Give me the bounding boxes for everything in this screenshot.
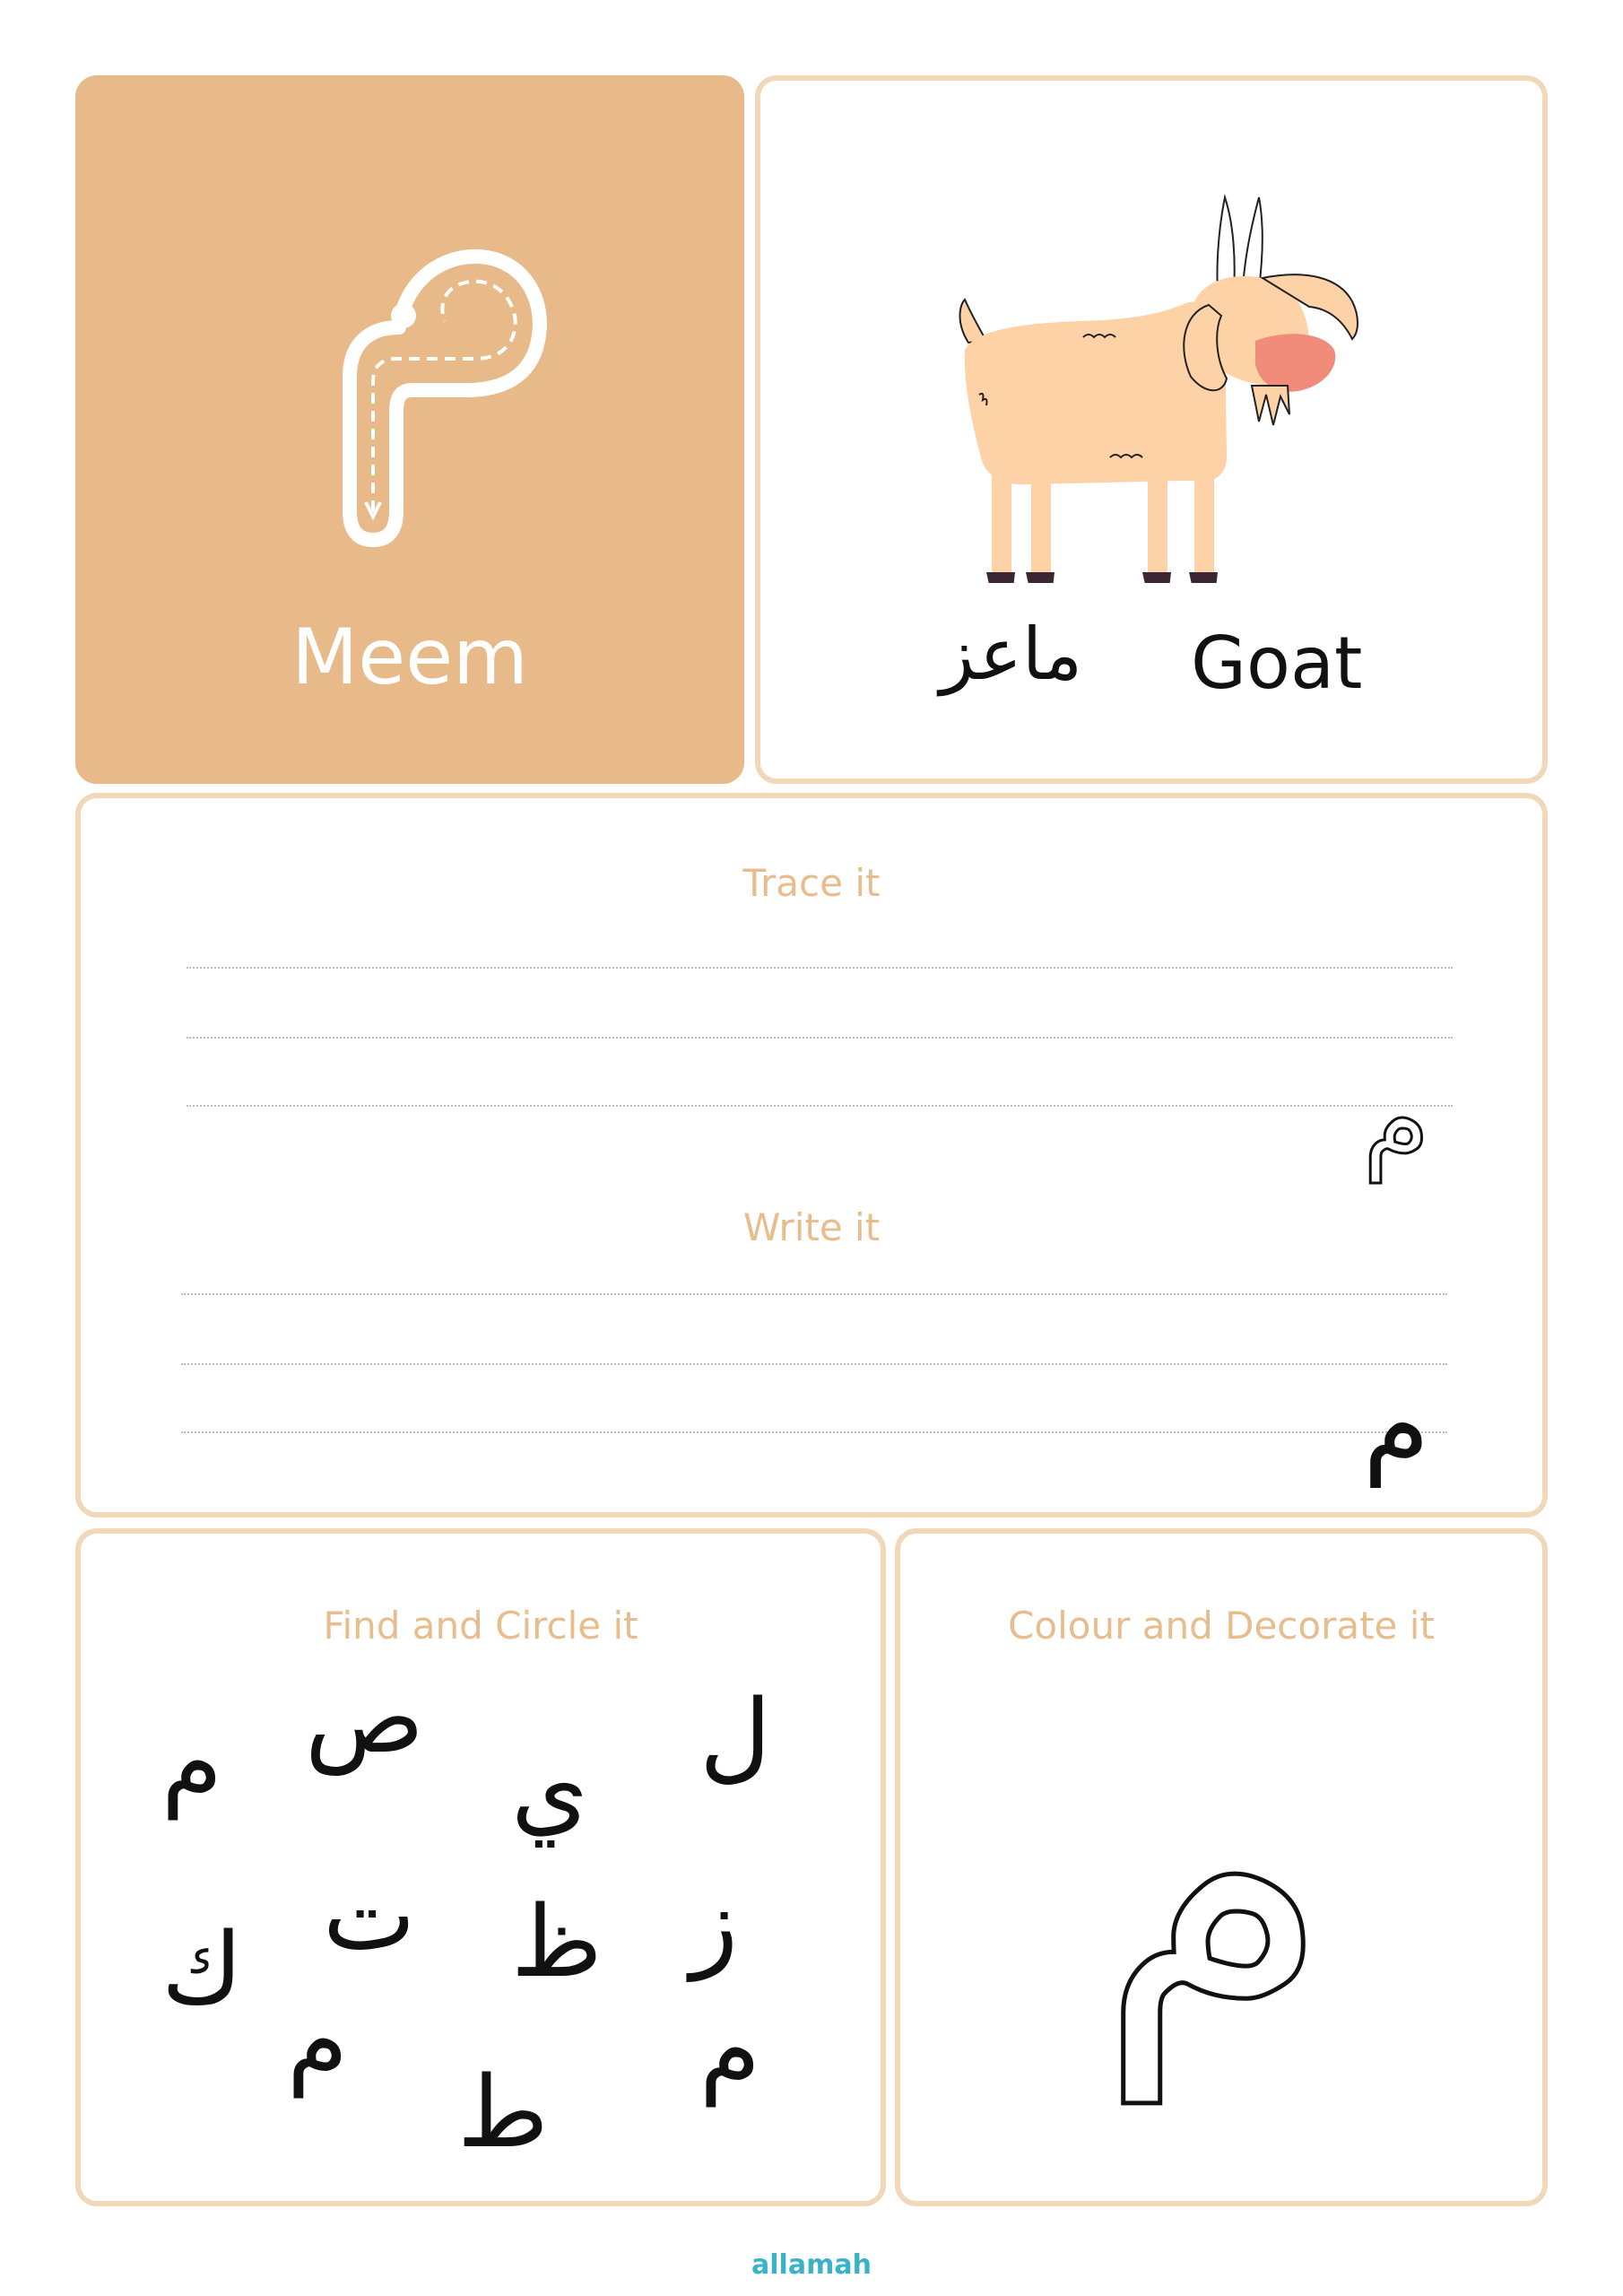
trace-line <box>187 967 1453 969</box>
colour-card <box>895 1528 1548 2206</box>
find-letter[interactable]: م <box>161 1705 223 1820</box>
word-card <box>755 75 1548 784</box>
letter-card <box>75 75 744 784</box>
find-heading: Find and Circle it <box>323 1604 638 1648</box>
goat-icon <box>760 81 1553 583</box>
brand-logo: allamah <box>751 2249 872 2281</box>
find-letter[interactable]: ك <box>161 1911 243 2026</box>
find-letter[interactable]: ص <box>305 1660 424 1775</box>
english-word: Goat <box>1191 622 1363 705</box>
find-letter[interactable]: م <box>699 1992 761 2107</box>
find-letter[interactable]: ت <box>323 1857 416 1972</box>
write-heading: Write it <box>742 1205 881 1249</box>
find-letter[interactable]: م <box>287 1983 349 2098</box>
find-letter[interactable]: ي <box>511 1732 589 1847</box>
find-letter[interactable]: ز <box>690 1866 739 1981</box>
trace-line <box>187 1105 1453 1107</box>
trace-letter: م <box>1363 1058 1430 1183</box>
trace-line <box>187 1037 1453 1039</box>
arabic-word: ماعز <box>940 613 1083 696</box>
find-letter[interactable]: ظ <box>511 1884 603 1999</box>
write-line <box>181 1293 1447 1295</box>
trace-heading: Trace it <box>742 861 881 905</box>
colour-heading: Colour and Decorate it <box>1008 1604 1435 1648</box>
write-line <box>181 1363 1447 1365</box>
find-letter[interactable]: ط <box>457 2055 549 2170</box>
find-card <box>75 1528 886 2206</box>
letter-name: Meem <box>291 613 528 702</box>
find-letter[interactable]: ل <box>699 1678 771 1793</box>
practice-card <box>75 793 1548 1518</box>
colour-letter[interactable]: م <box>1098 1664 1332 2102</box>
write-line <box>181 1431 1447 1433</box>
write-letter: م <box>1363 1363 1430 1488</box>
